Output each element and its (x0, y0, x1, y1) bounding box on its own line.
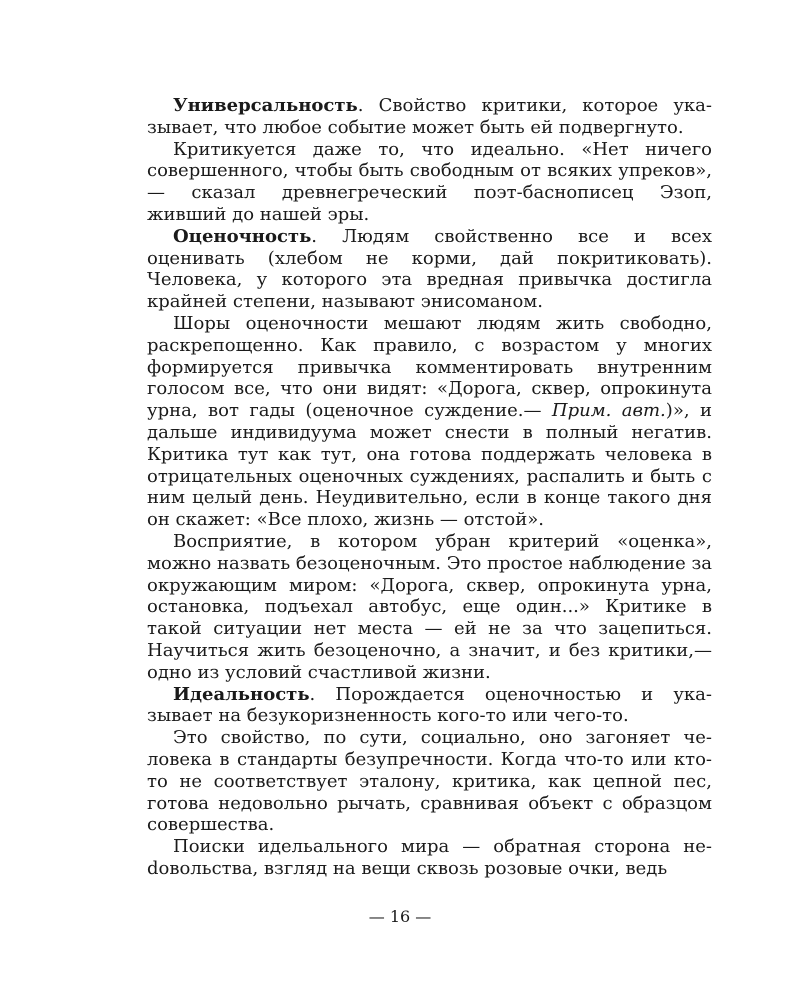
author-note: Прим. авт. (551, 400, 666, 422)
paragraph-text: . Порождается оценочностью и указывает на безукоризненность кого-то или чего-то. (147, 683, 712, 727)
paragraph-text: . Людям свойственно все и всех оценивать (хлебом не корми, дай покритиковать). Человека, у которого эта вредная привычка достигла крайней степени, называют энисоманом. (147, 225, 712, 313)
paragraph-text: Шоры оценочности мешают людям жить свободно, раскрепощенно. Как правило, с возрастом у многих формируется привычка комментировать внутренним голосом все, что они видят: «Дорога, сквер, опрокинута урна, вот гады (оценочное суждение.— (147, 312, 712, 422)
paragraph-text: Это свойство, по сути, социально, оно загоняет человека в стандарты безупречности. Когда что-то или кто-то не соответствует эталону, критика, как цепной пес, готова недовольно рычать, сравнивая объект с образцом совершества. (147, 727, 712, 836)
page-body (147, 95, 712, 880)
paragraph-text: . Свойство критики, которое указывает, что любое событие может быть ей подвергнуто. (147, 95, 712, 138)
paragraph-universality (147, 95, 712, 139)
page-number: — 16 — (368, 907, 432, 926)
paragraph-evaluativeness (147, 226, 712, 313)
paragraph-social-property (147, 727, 712, 836)
paragraph-blinders (147, 313, 712, 531)
paragraph-aesop-quote (147, 139, 712, 226)
term-evaluativeness: Оценочность (173, 225, 312, 247)
term-ideality: Идеальность (173, 683, 310, 705)
paragraph-ideality (147, 684, 712, 728)
paragraph-text: Восприятие, в котором убран критерий «оценка», можно назвать безоценочным. Это простое наблюдение за окружающим миром: «Дорога, сквер, опрокинута урна, остановка, подъехал автобус, еще один...» Критике в такой ситуации нет места — ей не за что зацепиться. Научиться жить безоценочно, а значит, и без критики,— одно из условий счастливой жизни. (147, 530, 712, 683)
paragraph-text: Критикуется даже то, что идеально. «Нет ничего совершенного, чтобы быть свободным от всяких упреков»,— сказал древнегреческий поэт-баснописец Эзоп, живший до нашей эры. (147, 138, 712, 225)
paragraph-text: Поиски идельального мира — обратная сторона неdовольства, взгляд на вещи сквозь розовые очки, ведь (147, 836, 712, 879)
term-universality: Универсальность (173, 95, 358, 116)
paragraph-ideal-world (147, 836, 712, 880)
paragraph-text: )», и дальше индивидуума может снести в полный негатив. Критика тут как тут, она готова поддержать человека в отрицательных оценочных суждениях, распалить и быть с ним целый день. Неудивительно, если в конце такого дня он скажет: «Все плохо, жизнь — отстой». (147, 400, 712, 531)
paragraph-perception (147, 531, 712, 684)
